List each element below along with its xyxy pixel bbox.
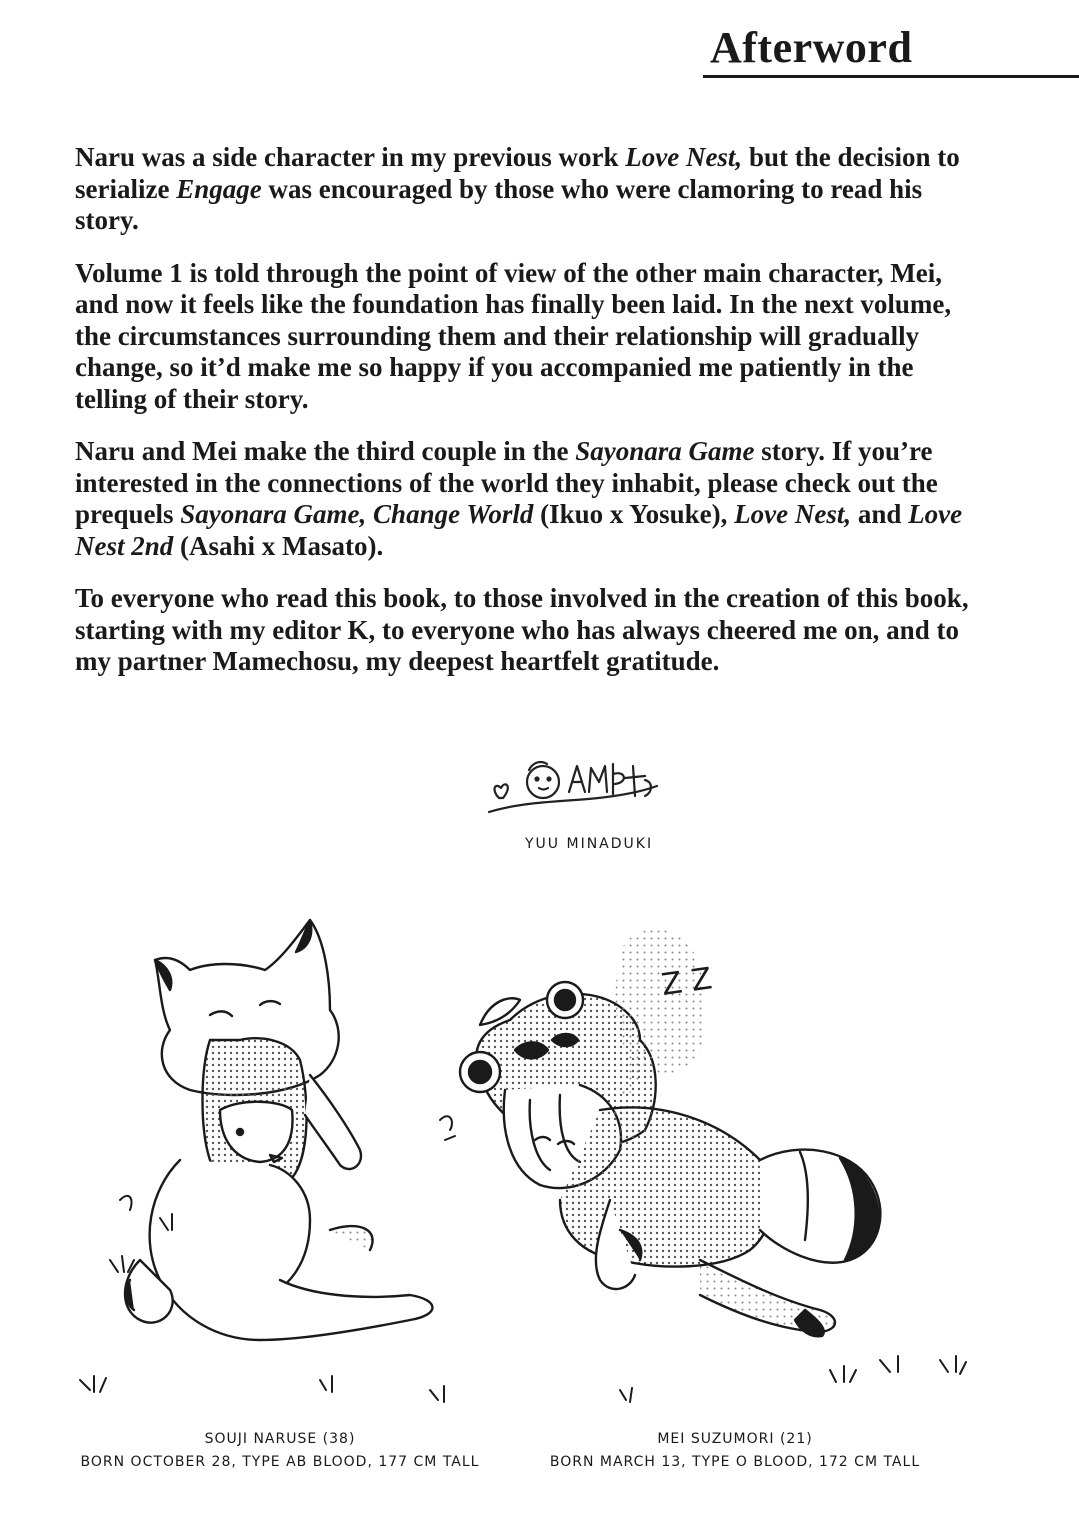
- title-underline: [703, 75, 1079, 78]
- author-signature: [485, 752, 665, 830]
- zz-text: Z Z: [659, 961, 715, 1003]
- paragraph-2: Volume 1 is told through the point of view of the other main character, Mei, and now it feels like the foundation has finally been laid. In the next volume, the circumstances surrounding them and their relationship will gradually change, so it’d make me so happy if you accompanied me patiently in the telling of their story.: [75, 257, 952, 414]
- chibi-illustration: [60, 900, 1020, 1420]
- author-name: YUU MINADUKI: [525, 836, 654, 852]
- paragraph-4: To everyone who read this book, to those involved in the creation of this book, starting with my editor K, to everyone who has always cheered me on, and to my partner Mamechosu, my deepest heartfelt gratitude.: [75, 583, 969, 676]
- caption-mei-name: MEI SUZUMORI (21): [657, 1431, 813, 1447]
- caption-souji: [80, 1428, 480, 1474]
- title-engage: Engage: [176, 173, 262, 204]
- caption-mei-details: BORN MARCH 13, TYPE O BLOOD, 172 CM TALL: [549, 1454, 921, 1470]
- paragraph-1: Naru was a side character in my previous work Love Nest, but the decision to serialize Engage was encouraged by those who were clamoring to read his story.: [75, 142, 960, 235]
- paragraph-3: Naru and Mei make the third couple in the Sayonara Game story. If you’re interested in the connections of the world they inhabit, please check out the prequels Sayonara Game, Change World (Ikuo x Yosuke), Love Nest, and Love Nest 2nd (Asahi x Masato).: [75, 436, 963, 561]
- fox-character: [125, 920, 433, 1340]
- title-sayonara-game: Sayonara Game: [575, 436, 755, 466]
- page-title: Afterword: [710, 23, 913, 72]
- title-love-nest: Love Nest,: [625, 142, 743, 172]
- title-love-nest-2: Love Nest,: [734, 499, 852, 529]
- title-sayonara-game-change-world: Sayonara Game, Change World: [180, 499, 534, 529]
- title-love-nest-2nd: Love Nest 2nd: [75, 499, 963, 561]
- caption-souji-name: SOUJI NARUSE (38): [204, 1431, 356, 1447]
- caption-souji-details: BORN OCTOBER 28, TYPE AB BLOOD, 177 CM TALL: [80, 1454, 480, 1470]
- caption-mei: [545, 1428, 925, 1474]
- sleep-bubble: [616, 930, 715, 1100]
- afterword-text: [75, 142, 975, 699]
